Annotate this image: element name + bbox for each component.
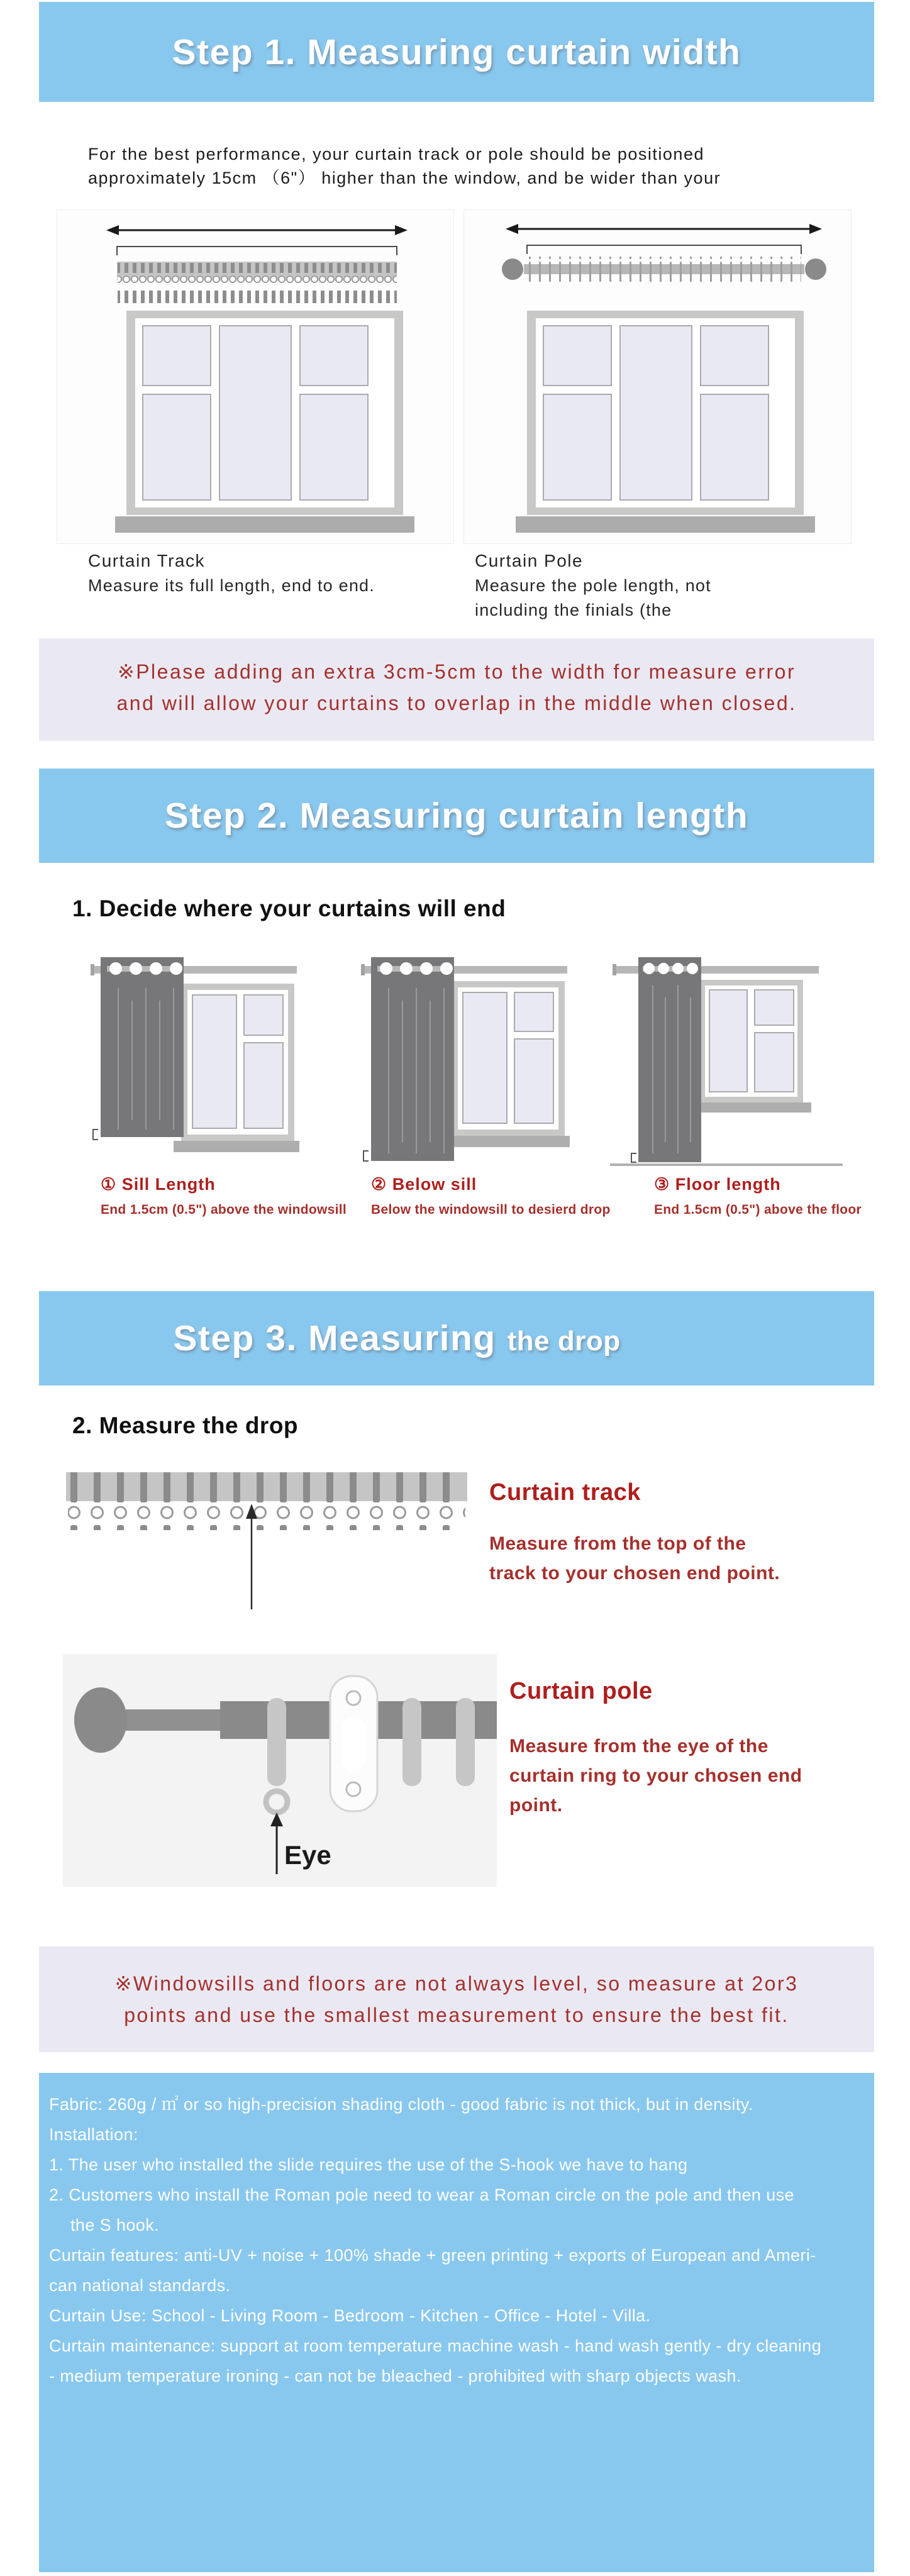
- windowsill-graphic: [444, 1136, 570, 1147]
- detail-features: Curtain features: anti-UV + noise + 100% shade + green printing + exports of European and Ameri-: [49, 2246, 816, 2265]
- sill-length-svg: [88, 953, 302, 1170]
- step2-banner-title: Step 2. Measuring curtain length: [164, 796, 749, 836]
- curtain-ring: [402, 1698, 421, 1786]
- step1-banner-title: Step 1. Measuring curtain width: [172, 31, 741, 72]
- detail-installation-2b: the S hook.: [70, 2216, 159, 2235]
- below-sill-illustration: [358, 953, 572, 1170]
- below-sill-desc: Below the windowsill to desierd drop: [371, 1202, 611, 1217]
- window-graphic: [126, 311, 403, 515]
- curtain-track-text: [489, 1479, 780, 1588]
- curtain-ring: [456, 1698, 475, 1786]
- window-graphic: [181, 984, 294, 1141]
- curtain-track-graphic: [66, 1472, 467, 1530]
- curtain-pole-closeup-illustration: [63, 1654, 497, 1887]
- width-note-box: [39, 638, 874, 741]
- floor-length-svg: [604, 953, 849, 1170]
- step3-banner-subtitle: the drop: [507, 1326, 621, 1357]
- step3-banner-content: [173, 1318, 620, 1359]
- floor-length-illustration: [604, 953, 849, 1170]
- windowsill-graphic: [692, 1102, 811, 1113]
- below-sill-caption: [371, 1175, 611, 1218]
- sill-length-desc: End 1.5cm (0.5") above the windowsill: [101, 1202, 347, 1217]
- step3-banner-title: Step 3. Measuring: [173, 1318, 496, 1358]
- curtain-pole-desc: [509, 1731, 802, 1820]
- windowsill-graphic: [174, 1141, 299, 1152]
- curtain-track-title: Curtain track: [489, 1479, 641, 1506]
- step3-banner: [39, 1291, 874, 1385]
- curtain-pole-caption-line2: including the finials (the: [475, 601, 672, 619]
- curtain-pole-caption-title: Curtain Pole: [475, 551, 584, 570]
- window-track-illustration: [57, 209, 454, 544]
- detail-installation-1: 1. The user who installed the slide requires the use of the S-hook we have to hang: [49, 2155, 688, 2174]
- curtain-track-caption-title: Curtain Track: [88, 551, 205, 570]
- window-graphic: [452, 981, 565, 1136]
- step1-intro: [88, 142, 721, 190]
- curtain-pole-caption: [475, 548, 711, 623]
- curtain-pole-desc-line2: curtain ring to your chosen end: [509, 1765, 802, 1786]
- width-note-line1: ※Please adding an extra 3cm-5cm to the width for measure error: [117, 660, 796, 683]
- product-details-section: [39, 2073, 874, 2572]
- finial: [74, 1687, 127, 1753]
- floor-length-caption: [654, 1175, 862, 1218]
- step1-intro-line2: approximately 15cm （6"） higher than the window, and be wider than your: [88, 169, 721, 187]
- detail-maintenance-2: - medium temperature ironing - can not be bleached - prohibited with sharp objects wash.: [49, 2367, 741, 2385]
- curtain-track-closeup-svg: [63, 1467, 472, 1612]
- below-sill-svg: [358, 953, 572, 1170]
- left-finial: [502, 258, 523, 280]
- right-finial: [805, 258, 826, 280]
- below-sill-label: ② Below sill: [371, 1175, 477, 1194]
- end-point-bracket: [363, 1151, 369, 1161]
- detail-fabric: Fabric: 260g / ㎡ or so high-precision shading cloth - good fabric is not thick, but in density.: [49, 2095, 753, 2114]
- curtain-track-desc-line2: track to your chosen end point.: [489, 1563, 780, 1584]
- curtain-pole-title: Curtain pole: [509, 1678, 653, 1704]
- end-point-bracket: [631, 1153, 636, 1162]
- detail-features-2: can national standards.: [49, 2276, 231, 2295]
- windowsill-graphic: [516, 516, 815, 533]
- width-measurement-arrow: [506, 224, 822, 254]
- curtain-pole-text: [509, 1678, 802, 1820]
- detail-installation-2: 2. Customers who install the Roman pole need to wear a Roman circle on the pole and then use: [49, 2185, 794, 2204]
- wall-bracket: [330, 1676, 377, 1811]
- step1-intro-line1: For the best performance, your curtain track or pole should be positioned: [88, 145, 704, 164]
- sill-length-illustration: [88, 953, 302, 1170]
- level-note-line1: ※Windowsills and floors are not always level, so measure at 2or3: [114, 1972, 799, 1995]
- step1-banner: [39, 2, 874, 102]
- window-with-track-svg: [57, 210, 453, 543]
- window-graphic: [527, 311, 804, 515]
- curtain-graphic: [638, 957, 701, 1162]
- window-pole-illustration: [463, 209, 852, 544]
- windowsill-graphic: [115, 516, 414, 533]
- curtain-track-closeup-illustration: [63, 1467, 472, 1612]
- level-note-box: [39, 1946, 874, 2052]
- curtain-track-graphic: [117, 262, 397, 303]
- width-measurement-arrow: [106, 225, 408, 255]
- floor-length-desc: End 1.5cm (0.5") above the floor: [654, 1202, 862, 1217]
- end-point-bracket: [93, 1130, 98, 1140]
- floor-length-label: ③ Floor length: [654, 1175, 781, 1194]
- step3-heading: 2. Measure the drop: [72, 1413, 299, 1438]
- curtain-track-desc-line1: Measure from the top of the: [489, 1533, 746, 1554]
- curtain-pole-desc-line3: point.: [509, 1795, 563, 1816]
- width-note-line2: and will allow your curtains to overlap in the middle when closed.: [116, 692, 797, 714]
- curtain-pole-graphic: [502, 257, 826, 282]
- detail-maintenance: Curtain maintenance: support at room temperature machine wash - hand wash gently - dry cleaning: [49, 2336, 822, 2355]
- eye-label: Eye: [284, 1840, 331, 1870]
- curtain-ring-with-eye: [266, 1698, 287, 1813]
- eye-pointer-arrow: [270, 1813, 283, 1874]
- curtain-track-caption: [88, 548, 375, 598]
- curtain-pole-desc-line1: Measure from the eye of the: [509, 1736, 769, 1757]
- curtain-track-caption-line1: Measure its full length, end to end.: [88, 576, 375, 595]
- curtain-pole-caption-line1: Measure the pole length, not: [475, 576, 711, 595]
- window-graphic: [699, 980, 803, 1102]
- detail-use: Curtain Use: School - Living Room - Bedroom - Kitchen - Office - Hotel - Villa.: [49, 2306, 651, 2325]
- curtain-pole-closeup-svg: [63, 1654, 497, 1887]
- curtain-track-desc: [489, 1529, 780, 1588]
- sill-length-label: ① Sill Length: [101, 1175, 216, 1194]
- step2-heading: 1. Decide where your curtains will end: [72, 896, 506, 921]
- window-with-pole-svg: [464, 210, 851, 543]
- curtain-graphic: [101, 957, 184, 1137]
- level-note-line2: points and use the smallest measurement to ensure the best fit.: [124, 2004, 789, 2026]
- curtain-graphic: [371, 957, 454, 1161]
- sill-length-caption: [101, 1175, 347, 1218]
- step2-banner: [39, 769, 874, 863]
- detail-installation: Installation:: [49, 2125, 138, 2144]
